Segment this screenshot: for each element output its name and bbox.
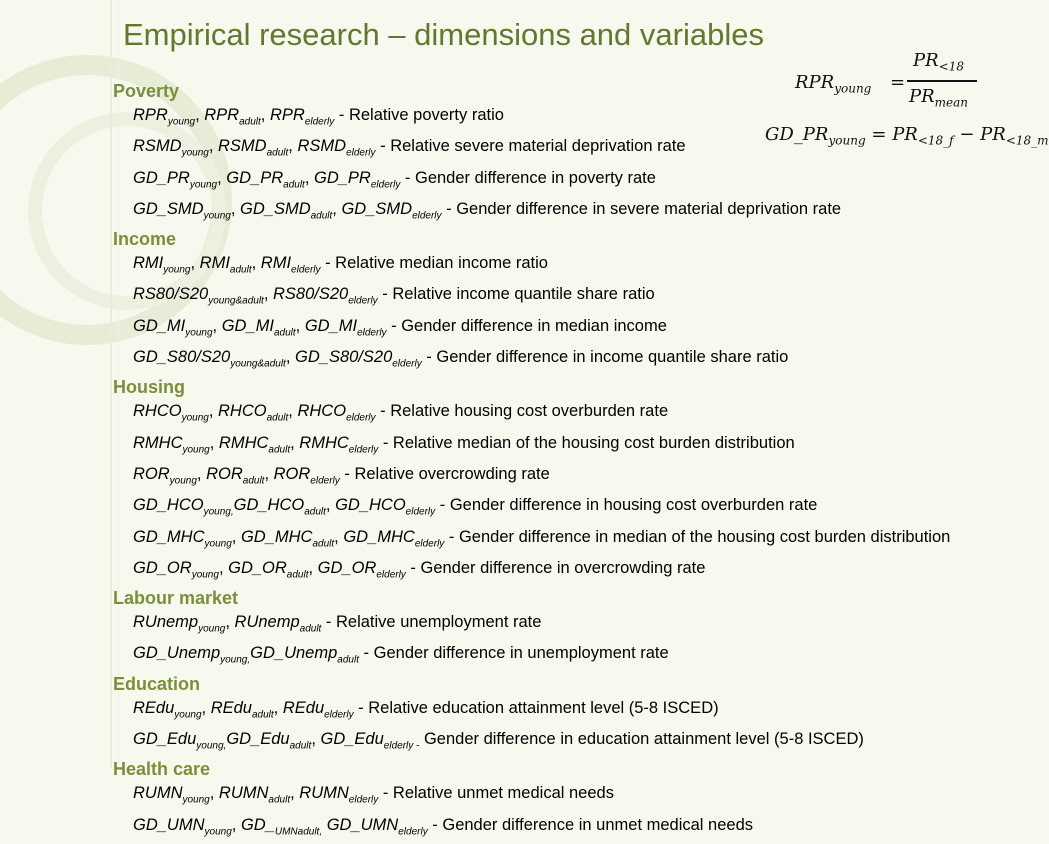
formula-numerator: $PR_{<18}$	[913, 50, 964, 74]
formula-gd-pr-young: $GD\_PR_{young} = PR_{<18\_f} - PR_{<18\_m}$	[765, 124, 1049, 148]
list-item: $RHCO_{young}$, $RHCO_{adult}$, $RHCO_{elderly}$ - Relative housing cost overburden rate	[133, 402, 669, 424]
list-item: $GD\_MI_{young}$, $GD\_MI_{adult}$, $GD\_MI_{elderly}$ - Gender difference in median income	[133, 316, 667, 339]
section-income: Income	[113, 229, 177, 250]
list-item: $RPR_{young}$, $RPR_{adult}$, $RPR_{elderly}$ - Relative poverty ratio	[133, 106, 504, 128]
list-item: $RUMN_{young}$, $RUMN_{adult}$, $RUMN_{elderly}$ - Relative unmet medical needs	[133, 784, 614, 806]
slide-title: Empirical research – dimensions and variables	[123, 17, 764, 52]
section-housing: Housing	[113, 377, 185, 398]
list-item: $GD\_PR_{young}$, $GD\_PR_{adult}$, $GD\_PR_{elderly}$ - Gender difference in poverty rate	[133, 168, 656, 190]
list-item: $GD\_UMN_{young}$, $GD\__{UMNadult,}$ $GD\_UMN_{elderly}$ - Gender difference in unmet medical needs	[133, 815, 754, 837]
decor-line	[110, 0, 112, 768]
list-item: $RMHC_{young}$, $RMHC_{adult}$, $RMHC_{elderly}$ - Relative median of the housing cost burden distribution	[133, 433, 795, 455]
variable-list	[113, 80, 1018, 844]
equals-sign: =	[890, 72, 906, 93]
section-health-care: Health care	[113, 759, 211, 780]
list-item: $RMI_{young}$, $RMI_{adult}$, $RMI_{elderly}$ - Relative median income ratio	[133, 254, 548, 276]
list-item: $GD\_OR_{young}$, $GD\_OR_{adult}$, $GD\_OR_{elderly}$ - Gender difference in overcrowding rate	[133, 558, 706, 581]
list-item: $GD\_MHC_{young}$, $GD\_MHC_{adult}$, $GD\_MHC_{elderly}$ - Gender difference in median of the housing cost burden distribution	[133, 527, 951, 549]
list-item: $RS80/S20_{young\&adult}$, $RS80/S20_{elderly}$ - Relative income quantile share ratio	[133, 285, 655, 307]
formula-lhs: $RPR_{young}$	[795, 72, 872, 96]
section-poverty: Poverty	[113, 81, 180, 101]
list-item: $GD\_S80/S20_{young\&adult}$, $GD\_S80/S20_{elderly}$ - Gender difference in income quantile share ratio	[133, 348, 789, 370]
list-item: GD_Unemp$_{young,}$GD_Unemp$_{adult}$ - Gender difference in unemployment rate	[133, 644, 669, 666]
list-item: $RSMD_{young}$, $RSMD_{adult}$, $RSMD_{elderly}$ - Relative severe material deprivation rate	[133, 137, 686, 159]
section-education: Education	[113, 673, 201, 694]
list-item: RUnemp$_{young}$, RUnemp$_{adult}$ - Relative unemployment rate	[133, 613, 542, 635]
list-item: $GD\_HCO_{young,}GD\_HCO_{adult}$, $GD\_HCO_{elderly}$ - Gender difference in housing cost overburden rate	[133, 496, 818, 518]
list-item: GD_Edu$_{young,}$GD_Edu$_{adult}$, GD_Edu$_{elderly -}$ Gender difference in education attainment level (5-8 ISCED)	[133, 730, 864, 752]
list-item: $GD\_SMD_{young}$, $GD\_SMD_{adult}$, $GD\_SMD_{elderly}$ - Gender difference in severe material deprivation rate	[133, 199, 842, 222]
formula-denominator: $PR_{mean}$	[909, 86, 969, 110]
list-item: REdu$_{young}$, REdu$_{adult}$, REdu$_{elderly}$ - Relative education attainment level (5-8 ISCED)	[133, 698, 719, 721]
list-item: $ROR_{young}$, $ROR_{adult}$, $ROR_{elderly}$ - Relative overcrowding rate	[133, 464, 550, 487]
section-labour-market: Labour market	[113, 588, 239, 609]
